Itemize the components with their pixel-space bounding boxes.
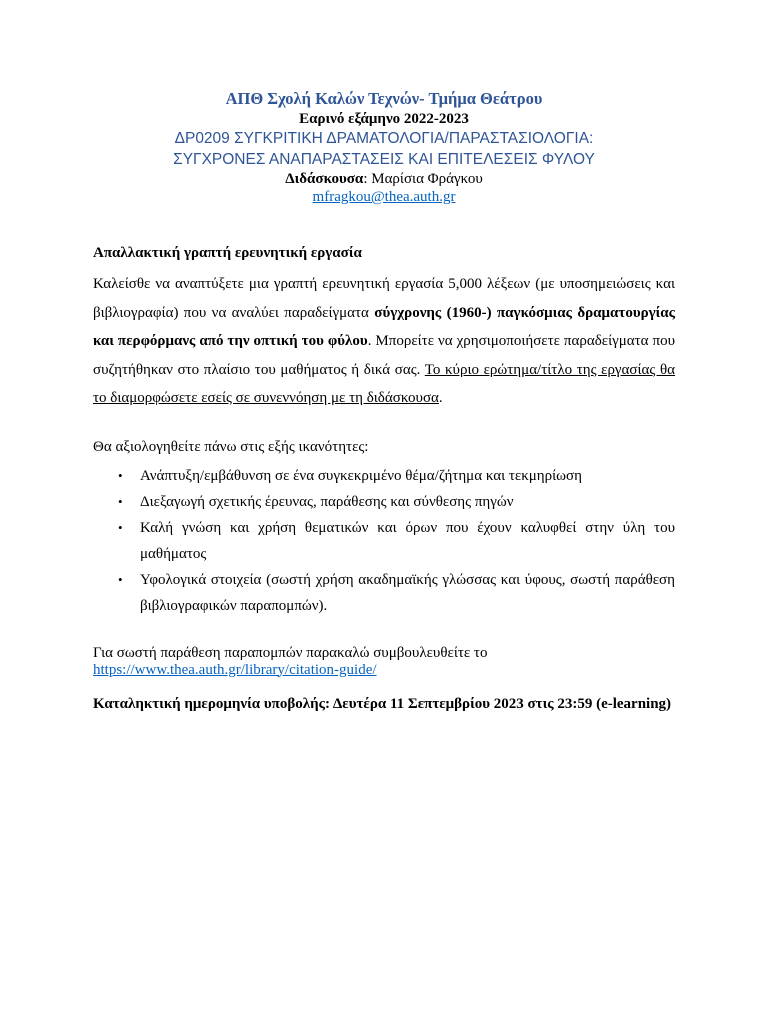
list-item (118, 463, 675, 489)
criterion-text: Ανάπτυξη/εμβάθυνση σε ένα συγκεκριμένο θέμα/ζήτημα και τεκμηρίωση (140, 467, 582, 484)
assignment-title: Απαλλακτική γραπτή ερευνητική εργασία (93, 245, 362, 261)
semester-line: Εαρινό εξάμηνο 2022-2023 (299, 111, 469, 127)
course-title-line-2: ΣΥΓΧΡΟΝΕΣ ΑΝΑΠΑΡΑΣΤΑΣΕΙΣ ΚΑΙ ΕΠΙΤΕΛΕΣΕΙΣ ΦΥΛΟΥ (173, 151, 595, 168)
document-header (93, 88, 675, 206)
course-title-line-1: ΔΡ0209 ΣΥΓΚΡΙΤΙΚΗ ΔΡΑΜΑΤΟΛΟΓΙΑ/ΠΑΡΑΣΤΑΣΙΟΛΟΓΙΑ: (174, 130, 594, 147)
criterion-text: Διεξαγωγή σχετικής έρευνας, παράθεσης και σύνθεσης πηγών (140, 493, 514, 510)
citation-note (93, 645, 675, 679)
list-item (118, 489, 675, 515)
bullet-icon: • (118, 571, 123, 587)
teacher-name: : Μαρίσια Φράγκου (363, 171, 483, 187)
description-underlined: Το κύριο ερώτημα/τίτλο της εργασίας θα το διαμορφώσετε εσείς σε συνεννόηση με τη διδάσκουσα (93, 361, 675, 406)
evaluation-criteria-list (93, 463, 675, 619)
list-item (118, 515, 675, 567)
criterion-text: Καλή γνώση και χρήση θεματικών και όρων που έχουν καλυφθεί στην ύλη του μαθήματος (140, 519, 675, 562)
description-part-1: Καλείσθε να αναπτύξετε μια γραπτή ερευνητική εργασία 5,000 λέξεων (με υποσημειώσεις και βιβλιογραφία) που να αναλύει παραδείγματα (93, 276, 675, 321)
teacher-label: Διδάσκουσα (285, 171, 364, 187)
evaluation-intro: Θα αξιολογηθείτε πάνω στις εξής ικανότητες: (93, 438, 369, 455)
description-emphasis: σύγχρονης (1960-) παγκόσμιας δραματουργίας και περφόρμανς από την οπτική του φύλου (93, 304, 675, 349)
submission-deadline: Καταληκτική ημερομηνία υποβολής: Δευτέρα 11 Σεπτεμβρίου 2023 στις 23:59 (e-learning) (93, 695, 672, 712)
bullet-icon: • (118, 467, 123, 483)
teacher-email-link[interactable]: mfragkou@thea.auth.gr (312, 189, 456, 205)
teacher-line (93, 170, 675, 188)
description-part-2: . Μπορείτε να χρησιμοποιήσετε παραδείγματα που συζητήθηκαν στο πλαίσιο του μαθήματος ή δικά σας. (93, 333, 676, 378)
bullet-icon: • (118, 493, 123, 509)
bullet-icon: • (118, 519, 123, 535)
citation-guide-link[interactable]: https://www.thea.auth.gr/library/citation-guide/ (93, 661, 377, 678)
document-page (93, 88, 675, 713)
criterion-text: Υφολογικά στοιχεία (σωστή χρήση ακαδημαϊκής γλώσσας και ύφους, σωστή παράθεση βιβλιογραφικών παραπομπών). (140, 571, 675, 614)
list-item (118, 567, 675, 619)
institution-title: ΑΠΘ Σχολή Καλών Τεχνών- Τμήμα Θεάτρου (225, 89, 543, 108)
citation-text: Για σωστή παράθεση παραπομπών παρακαλώ συμβουλευθείτε το (93, 644, 488, 661)
assignment-description (93, 270, 675, 413)
description-end: . (438, 390, 443, 406)
